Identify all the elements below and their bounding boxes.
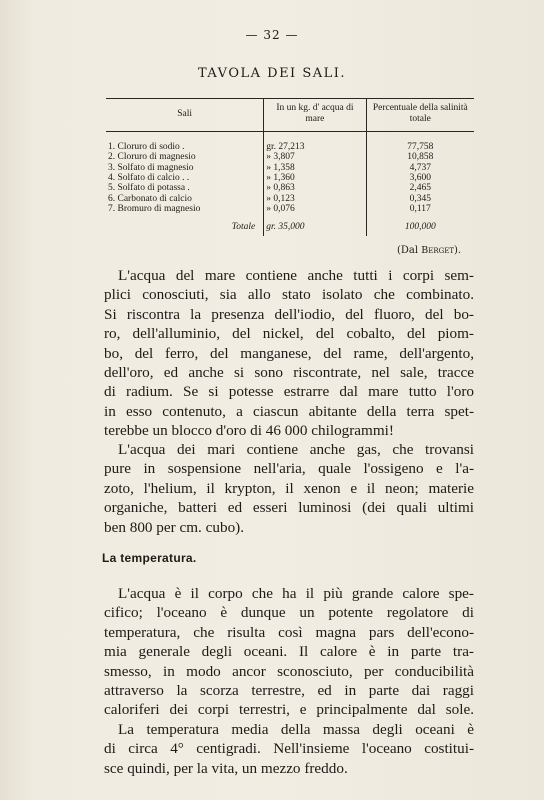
- table-total-row: [106, 214, 474, 236]
- salt-amount: » 1,360: [264, 173, 366, 183]
- text-line: di radium. Se si potesse estrarre dal mare tutto l'oro: [104, 383, 474, 401]
- total-amount: gr. 35,000: [264, 214, 366, 236]
- table-row: [106, 193, 474, 203]
- paragraph-sea-elements: [104, 266, 474, 441]
- salt-amount: » 0,123: [264, 193, 366, 203]
- salt-percent: 3,600: [409, 173, 431, 184]
- text-line: L'acqua del mare contiene anche tutti i corpi sem-: [118, 267, 474, 284]
- text-line: pure in sospensione nell'aria, quale l'ossigeno e l'a-: [104, 460, 474, 478]
- section-heading: La temperatura.: [102, 551, 197, 565]
- paragraph-mean-temperature: [104, 720, 474, 778]
- total-percent: 100,000: [404, 222, 436, 233]
- text-line: bo, del ferro, del manganese, del rame, dell'argento,: [104, 344, 474, 362]
- salt-amount: » 3,807: [264, 152, 366, 162]
- salt-name: 7. Bromuro di magnesio: [106, 204, 264, 214]
- text-line: temperatura, che risulta così magna pars dell'econo-: [104, 623, 474, 641]
- page-number: — 32 —: [245, 28, 299, 42]
- text-line: L'acqua dei mari contiene anche gas, che trovansi: [118, 441, 474, 458]
- table-row: [106, 132, 474, 153]
- table-row: [106, 204, 474, 214]
- salts-table: [106, 98, 474, 236]
- text-line: in esso contenuto, a ciascun abitante della terra spet-: [104, 402, 474, 420]
- text-line: L'acqua è il corpo che ha il più grande calore spe-: [118, 585, 474, 602]
- salt-percent: 77,758: [407, 142, 434, 153]
- salt-amount: » 0,863: [264, 183, 366, 193]
- text-line: plici conosciuti, sia allo stato isolato che combinato.: [104, 286, 474, 304]
- text-line: terebbe un blocco d'oro di 46 000 chilogrammi!: [104, 422, 394, 440]
- paragraph-sea-gases: [104, 440, 474, 537]
- salt-amount: gr. 27,213: [264, 132, 366, 153]
- table-header-row: [106, 99, 474, 132]
- text-line: caloriferi dei corpi terrestri, e principalmente dal sole.: [104, 701, 474, 719]
- text-line: attraverso la scorza terrestre, ed in parte dai raggi: [104, 681, 474, 699]
- salt-amount: » 1,358: [264, 163, 366, 173]
- text-line: sce quindi, per la vita, un mezzo freddo.: [104, 759, 348, 777]
- text-line: zoto, l'helium, il krypton, il xenon e il neon; materie: [104, 479, 474, 497]
- table-row: [106, 163, 474, 173]
- text-line: mia generale degli oceani. Il calore è in parte tra-: [104, 643, 474, 661]
- text-line: di circa 4° centigradi. Nell'insieme l'oceano costitui-: [104, 740, 474, 758]
- total-label: Totale: [106, 214, 264, 236]
- text-line: smesso, in modo ancor sconosciuto, per conducibilità: [104, 662, 474, 680]
- source-author: Berget: [421, 245, 454, 256]
- salt-name: 1. Cloruro di sodio .: [106, 132, 264, 153]
- salt-percent: 4,737: [409, 162, 431, 173]
- table-title: TAVOLA DEI SALI.: [197, 66, 347, 81]
- salt-name: 6. Carbonato di calcio: [106, 193, 264, 203]
- text-line: ro, dell'alluminio, del nickel, del cobalto, del piom-: [104, 325, 474, 343]
- table-row: [106, 183, 474, 193]
- table-row: [106, 152, 474, 162]
- salt-percent: 10,858: [407, 152, 434, 163]
- header-amount: In un kg. d' acqua di mare: [264, 99, 366, 132]
- salt-amount: » 0,076: [264, 204, 366, 214]
- text-line: organiche, batteri ed esseri luminosi (dei quali ultimi: [104, 499, 474, 517]
- salt-name: 5. Solfato di potassa .: [106, 183, 264, 193]
- salt-percent: 2,465: [409, 183, 431, 194]
- source-suffix: ).: [454, 245, 462, 256]
- text-line: Si riscontra la presenza dell'iodio, del fluoro, del bo-: [104, 305, 474, 323]
- text-line: cifico; l'oceano è dunque un potente regolatore di: [104, 604, 474, 622]
- salt-name: 3. Solfato di magnesio: [106, 163, 264, 173]
- salt-name: 2. Cloruro di magnesio: [106, 152, 264, 162]
- salt-percent: 0,345: [409, 193, 431, 204]
- table-source: [397, 245, 461, 256]
- text-line: ben 800 per cm. cubo).: [104, 518, 245, 536]
- header-percent: Percentuale della salinità totale: [366, 99, 474, 132]
- text-line: dell'oro, ed anche si sono riscontrate, nel sale, tracce: [104, 363, 474, 381]
- table-row: [106, 173, 474, 183]
- header-salts: Sali: [106, 99, 264, 132]
- source-prefix: (Dal: [397, 245, 422, 256]
- paragraph-specific-heat: [104, 584, 474, 720]
- text-line: La temperatura media della massa degli oceani è: [118, 721, 474, 738]
- salt-percent: 0,117: [409, 203, 431, 214]
- salt-name: 4. Solfato di calcio . .: [106, 173, 264, 183]
